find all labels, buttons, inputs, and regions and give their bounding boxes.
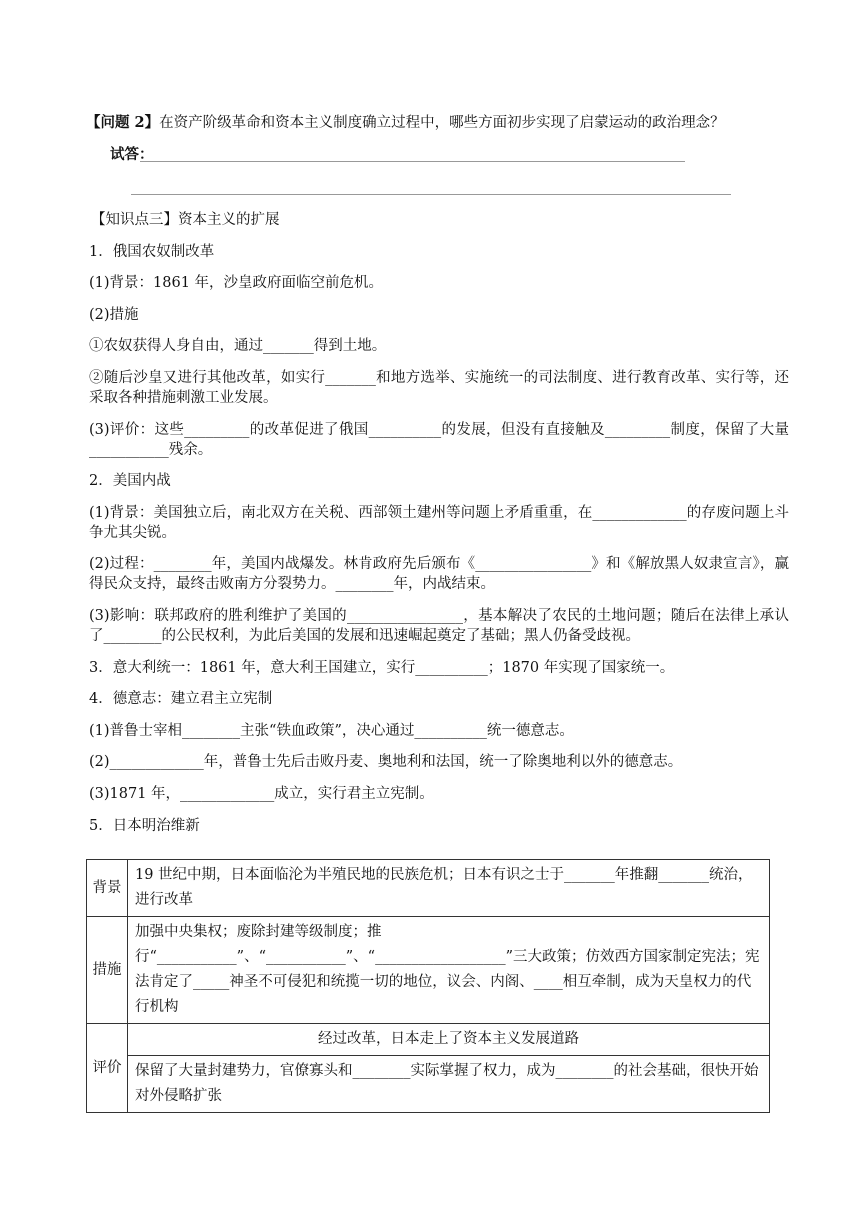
russia-evaluation: (3)评价：这些_________的改革促进了俄国__________的发展，但没有直接触及_________制度，保留了大量___________残余。 — [89, 421, 789, 458]
answer-line-1[interactable] — [140, 161, 685, 162]
answer-line-2[interactable] — [131, 194, 731, 195]
russia-title: 1．俄国农奴制改革 — [89, 243, 215, 260]
us-background: (1)背景：美国独立后，南北双方在关税、西部领土建州等问题上矛盾重重，在_____________的存废问题上斗争尤其尖锐。 — [89, 504, 789, 541]
evaluation-cell-1: 经过改革，日本走上了资本主义发展道路 — [128, 1024, 770, 1056]
kp3-heading: 【知识点三】资本主义的扩展 — [91, 212, 280, 228]
italy-unification: 3．意大利统一：1861 年，意大利王国建立，实行__________；1870 年实现了国家统一。 — [89, 659, 675, 676]
germany-point-1: (1)普鲁士宰相________主张“铁血政策”，决心通过__________统一德意志。 — [89, 722, 574, 739]
germany-point-3: (3)1871 年，_____________成立，实行君主立宪制。 — [89, 785, 434, 802]
russia-measure-1: ①农奴获得人身自由，通过_______得到土地。 — [89, 338, 387, 355]
question-2-text: 在资产阶级革命和资本主义制度确立过程中，哪些方面初步实现了启蒙运动的政治理念？ — [159, 115, 725, 131]
russia-background: (1)背景：1861 年，沙皇政府面临空前危机。 — [89, 275, 384, 292]
knowledge-point-3 — [89, 210, 789, 847]
row-header-measures: 措施 — [87, 917, 128, 1024]
background-cell: 19 世纪中期，日本面临沦为半殖民地的民族危机；日本有识之士于_______年推翻_______统治，进行改革 — [128, 860, 770, 917]
evaluation-cell-2: 保留了大量封建势力，官僚寡头和________实际掌握了权力，成为________的社会基础，很快开始对外侵略扩张 — [128, 1056, 770, 1113]
row-header-evaluation: 评价 — [87, 1024, 128, 1113]
russia-measures-title: (2)措施 — [89, 306, 139, 323]
russia-measure-2: ②随后沙皇又进行其他改革，如实行_______和地方选举、实施统一的司法制度、进行教育改革、实行等，还采取各种措施刺激工业发展。 — [89, 369, 789, 406]
answer-label: 试答： — [110, 146, 154, 163]
measures-cell: 加强中央集权；废除封建等级制度；推行“___________”、“___________”、“__________________”三大政策；仿效西方国家制定宪法；宪法肯定了_____神圣不可侵犯和统揽一切的地位，议会、内阁、____相互牵制，成为天皇权力的代行机构 — [128, 917, 770, 1024]
table-row — [87, 860, 770, 917]
question-2-label: 【问题 2】 — [86, 114, 160, 131]
row-header-background: 背景 — [87, 860, 128, 917]
us-impact: (3)影响：联邦政府的胜利维护了美国的________________，基本解决了农民的土地问题；随后在法律上承认了________的公民权利，为此后美国的发展和迅速崛起奠定了基础；黑人仍备受歧视。 — [89, 607, 789, 644]
meiji-table — [86, 859, 770, 1113]
table-row — [87, 1024, 770, 1056]
table-row — [87, 1056, 770, 1113]
us-civil-war-title: 2．美国内战 — [89, 473, 171, 490]
germany-point-2: (2)_____________年，普鲁士先后击败丹麦、奥地利和法国，统一了除奥地利以外的德意志。 — [89, 754, 683, 771]
germany-title: 4．德意志：建立君主立宪制 — [89, 691, 273, 708]
meiji-title: 5．日本明治维新 — [89, 817, 200, 834]
us-process: (2)过程：________年，美国内战爆发。林肯政府先后颁布《________________》和《解放黑人奴隶宣言》，赢得民众支持，最终击败南方分裂势力。________年，内战结束。 — [89, 556, 789, 593]
table-row — [87, 917, 770, 1024]
question-2 — [86, 113, 725, 133]
answer-prompt — [110, 145, 154, 165]
